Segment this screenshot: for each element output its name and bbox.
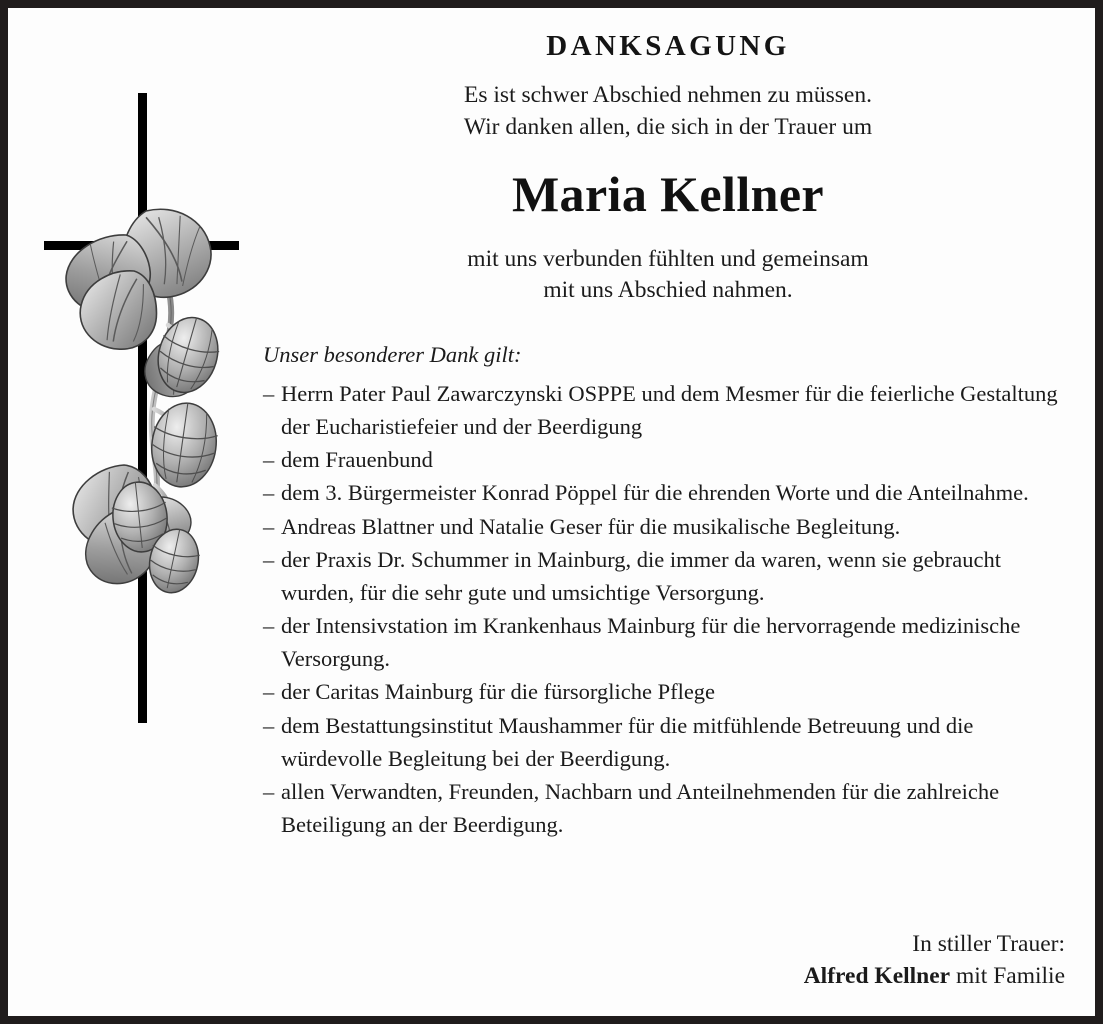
intro-line-1: Es ist schwer Abschied nehmen zu müssen. xyxy=(464,82,872,109)
cross-with-hop-vine-illustration xyxy=(28,93,258,733)
mourner-line xyxy=(804,960,1065,992)
list-item-text: allen Verwandten, Freunden, Nachbarn und Anteilnehmenden für die zahlreiche Beteiligung an der Beerdigung. xyxy=(281,779,1000,838)
list-item-text: dem Bestattungsinstitut Maushammer für die mitfühlende Betreuung und die würdevolle Begleitung bei der Beerdigung. xyxy=(281,712,974,771)
dash-bullet: – xyxy=(263,447,275,473)
list-item-text: der Intensivstation im Krankenhaus Mainburg für die hervorragende medizinische Versorgung. xyxy=(281,613,1021,672)
dash-bullet: – xyxy=(263,712,275,738)
dash-bullet: – xyxy=(263,513,275,539)
dash-bullet: – xyxy=(263,613,275,639)
thanks-lead: Unser besonderer Dank gilt: xyxy=(263,342,522,367)
intro-line-2: Wir danken allen, die sich in der Trauer um xyxy=(463,113,873,140)
dash-bullet: – xyxy=(263,779,275,805)
signature-block xyxy=(804,928,1065,993)
list-item xyxy=(263,510,1075,543)
list-item-text: der Praxis Dr. Schummer in Mainburg, die immer da waren, wenn sie gebraucht wurden, für die sehr gute und umsichtige Versorgung. xyxy=(281,546,1002,605)
list-item xyxy=(263,377,1075,443)
mourner-name: Alfred Kellner xyxy=(803,963,951,990)
list-item xyxy=(263,443,1075,476)
dash-bullet: – xyxy=(263,546,275,572)
list-item xyxy=(263,476,1075,509)
deceased-name: Maria Kellner xyxy=(511,165,825,222)
list-item xyxy=(263,709,1075,775)
list-item xyxy=(263,609,1075,675)
closing-line: In stiller Trauer: xyxy=(912,931,1065,957)
list-item-text: Herrn Pater Paul Zawarczynski OSPPE und dem Mesmer für die feierliche Gestaltung der Eucharistiefeier und der Beerdigung xyxy=(281,380,1058,439)
list-item-text: der Caritas Mainburg für die fürsorgliche Pflege xyxy=(281,679,716,705)
dash-bullet: – xyxy=(263,380,275,406)
list-item xyxy=(263,675,1075,708)
dash-bullet: – xyxy=(263,480,275,506)
card-inner xyxy=(8,8,1095,1016)
list-item xyxy=(263,543,1075,609)
dash-bullet: – xyxy=(263,679,275,705)
thanks-list xyxy=(263,377,1075,842)
list-item-text: dem 3. Bürgermeister Konrad Pöppel für die ehrenden Worte und die Anteilnahme. xyxy=(281,480,1029,506)
list-item xyxy=(263,775,1075,841)
page-title: DANKSAGUNG xyxy=(546,30,790,62)
list-item-text: Andreas Blattner und Natalie Geser für die musikalische Begleitung. xyxy=(281,513,901,539)
header-block xyxy=(258,30,1078,306)
cross-icon xyxy=(44,93,239,723)
outro-line-1: mit uns verbunden fühlten und gemeinsam xyxy=(467,245,869,272)
thanks-section xyxy=(263,341,1075,841)
list-item-text: dem Frauenbund xyxy=(281,447,433,473)
mourner-suffix: mit Familie xyxy=(950,963,1065,990)
outro-line-2: mit uns Abschied nahmen. xyxy=(543,277,793,304)
